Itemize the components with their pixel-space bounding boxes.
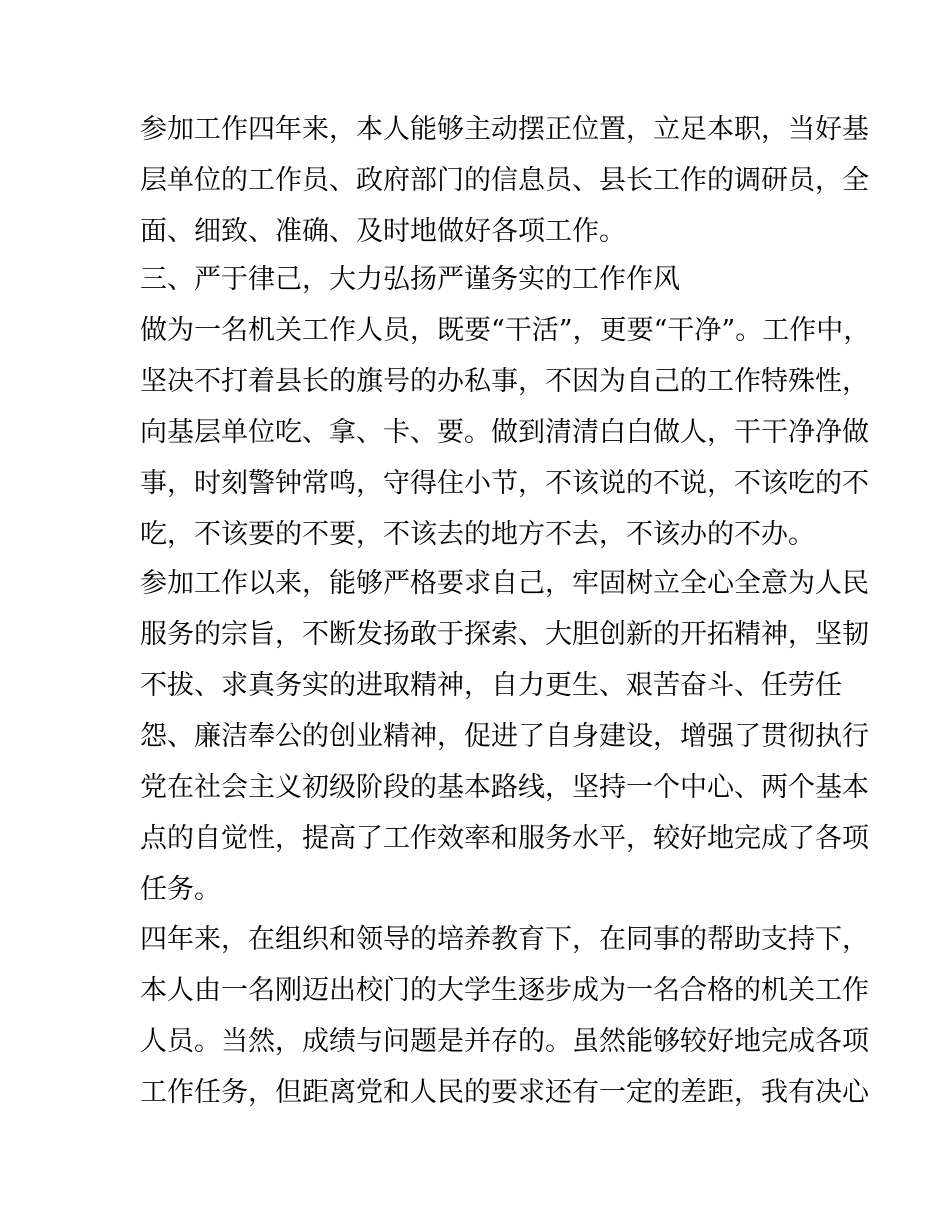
- text-line: 面、细致、准确、及时地做好各项工作。: [140, 216, 626, 247]
- text-line: 四年来，在组织和领导的培养教育下，在同事的帮助支持下，: [140, 924, 869, 955]
- text-line: 做为一名机关工作人员，既要“干活”，更要“干净”。工作中，: [140, 315, 871, 346]
- text-line: 本人由一名刚迈出校门的大学生逐步成为一名合格的机关工作: [140, 975, 869, 1006]
- text-line: 参加工作以来，能够严格要求自己，牢固树立全心全意为人民: [140, 568, 869, 599]
- text-line: 事，时刻警钟常鸣，守得住小节，不该说的不说，不该吃的不: [140, 468, 869, 499]
- text-line: 服务的宗旨，不断发扬敢于探索、大胆创新的开拓精神，坚韧: [140, 619, 869, 650]
- text-line: 点的自觉性，提高了工作效率和服务水平，较好地完成了各项: [140, 823, 869, 854]
- text-line: 坚决不打着县长的旗号的办私事，不因为自己的工作特殊性，: [140, 366, 869, 397]
- text-line: 层单位的工作员、政府部门的信息员、县长工作的调研员，全: [140, 165, 869, 196]
- text-line: 人员。当然，成绩与问题是并存的。虽然能够较好地完成各项: [140, 1026, 869, 1057]
- text-line: 参加工作四年来，本人能够主动摆正位置，立足本职，当好基: [140, 114, 869, 145]
- section-heading: 三、严于律己，大力弘扬严谨务实的工作作风: [140, 264, 680, 295]
- text-line: 任务。: [140, 874, 221, 905]
- text-line: 党在社会主义初级阶段的基本路线，坚持一个中心、两个基本: [140, 772, 869, 803]
- text-line: 怨、廉洁奉公的创业精神，促进了自身建设，增强了贯彻执行: [140, 721, 869, 752]
- text-line: 向基层单位吃、拿、卡、要。做到清清白白做人，干干净净做: [140, 417, 869, 448]
- text-line: 不拔、求真务实的进取精神，自力更生、艰苦奋斗、任劳任: [140, 670, 842, 701]
- text-line: 吃，不该要的不要，不该去的地方不去，不该办的不办。: [140, 519, 815, 550]
- text-line: 工作任务，但距离党和人民的要求还有一定的差距，我有决心: [140, 1077, 869, 1108]
